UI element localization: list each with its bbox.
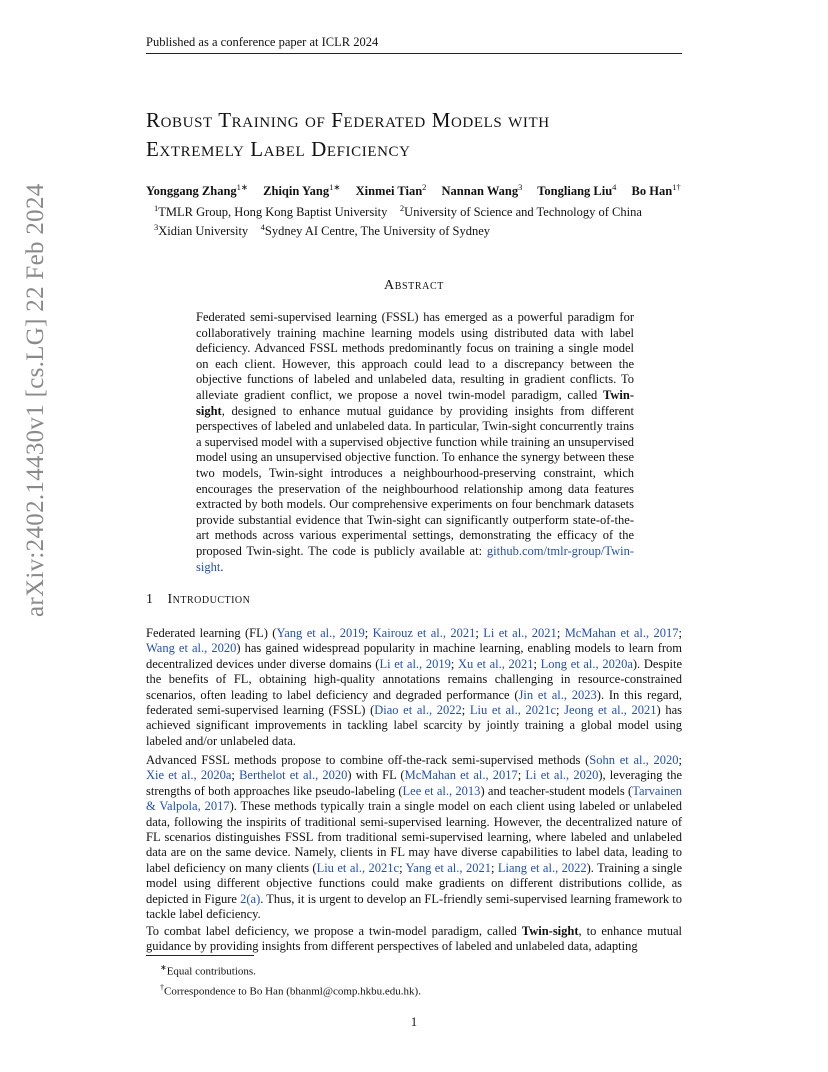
paragraph-text: ) and teacher-student models ( — [480, 783, 633, 798]
paragraph-text: ; — [450, 656, 458, 671]
citation-link[interactable]: Long et al., 2020a — [540, 656, 633, 671]
citation-link[interactable]: Liu et al., 2021c — [316, 860, 400, 875]
paragraph-text: ; — [533, 656, 541, 671]
author-5: Tongliang Liu$^4$ — [537, 182, 617, 199]
abstract-text: Federated semi-supervised learning (FSSL) has emerged as a powerful paradigm for collaboratively training machine learning models using distributed data with label deficiency. Advanced FSSL methods predominantly focus on training a single model on each client. However, this approach could lead to a discrepancy between the objective functions of labeled and unlabeled data, resulting in gradient conflicts. To alleviate gradient conflict, we propose a novel twin-model paradigm, called Twin-sight, designed to enhance mutual guidance by providing insights from different perspectives of labeled and unlabeled data. In particular, Twin-sight concurrently trains a supervised model with a supervised objective function while training an unsupervised model using an unsupervised objective function. To enhance the synergy between these two models, Twin-sight introduces a neighbourhood-preserving constraint, which encourages the preservation of the neighbourhood relationship among data features extracted by both models. Our comprehensive experiments on four benchmark datasets provide substantial evidence that Twin-sight can significantly outperform state-of-the-art methods across various experimental settings, demonstrating the efficacy of the proposed Twin-sight. The code is publicly available at: github.com/tmlr-group/Twin-sight. — [196, 310, 634, 574]
citation-link[interactable]: Jin et al., 2023 — [518, 687, 597, 702]
paragraph-text: ; — [490, 860, 498, 875]
footnote-divider — [146, 955, 254, 956]
arxiv-stamp: arXiv:2402.14430v1 [cs.LG] 22 Feb 2024 — [22, 183, 49, 617]
intro-paragraph-3 — [146, 924, 682, 955]
intro-paragraph-2 — [146, 753, 682, 922]
paragraph-text: ). Despite the benefits of FL, obtaining high-quality annotations remains challenging in resource-constrained scenarios, often leading to label deficiency and degraded performance ( — [146, 656, 683, 702]
author-6: Bo Han$^{1\dagger}$ — [631, 182, 681, 199]
citation-link[interactable]: Li et al., 2019 — [379, 656, 451, 671]
paragraph-text: ; — [556, 626, 565, 640]
footnote-1: ∗Equal contributions. — [160, 963, 256, 978]
citation-link[interactable]: Lee et al., 2013 — [402, 783, 481, 798]
citation-link[interactable]: Sohn et al., 2020 — [589, 753, 679, 767]
paragraph-text: Federated learning (FL) ( — [146, 626, 277, 640]
footnotes — [146, 955, 682, 999]
code-link[interactable]: github.com/tmlr-group/Twin-sight — [196, 543, 634, 574]
section-title: Introduction — [167, 592, 251, 607]
citation-link[interactable]: Yang et al., 2019 — [276, 626, 365, 640]
paper-title — [146, 106, 706, 164]
citation-link[interactable]: Li et al., 2020 — [525, 768, 599, 783]
author-list — [146, 182, 706, 199]
intro-paragraph-1 — [146, 626, 682, 749]
author-4: Nannan Wang$^3$ — [441, 182, 523, 199]
affiliation-1: TMLR Group, Hong Kong Baptist University — [158, 205, 388, 220]
paragraph-text: ; — [231, 768, 240, 783]
affiliation-line-1: $^1$TMLR Group, Hong Kong Baptist University $^2$University of Science and Technology of China — [154, 203, 642, 220]
paragraph-text: ) has achieved significant improvements in tackling label scarcity by jointly training a global model using labeled and/or unlabeled data. — [146, 703, 683, 748]
paragraph-text: ). These methods typically train a single model on each client using labeled or unlabeled data, following the inspirits of traditional semi-supervised learning. However, the decentralized nature of FL scenarios distinguishes FSSL from traditional semi-supervised learning, where labeled and unlabeled data are on the same device. Namely, clients in FL may have diverse capabilities to label data, leading to label deficiency on many clients ( — [146, 799, 682, 875]
paragraph-text: ). In this regard, federated semi-supervised learning (FSSL) ( — [146, 687, 682, 718]
author-1: Yonggang Zhang$^{1∗}$ — [146, 182, 249, 199]
title-line-2: Extremely Label Deficiency — [146, 137, 411, 161]
citation-link[interactable]: Xu et al., 2021 — [457, 656, 534, 671]
paragraph-text: ; — [556, 703, 565, 718]
paragraph-text: ; — [364, 626, 373, 640]
citation-link[interactable]: Berthelot et al., 2020 — [239, 768, 348, 783]
paragraph-text: ; — [678, 626, 683, 640]
paragraph-text: . Thus, it is urgent to develop an FL-friendly semi-supervised learning framework to tackle label deficiency. — [146, 891, 683, 922]
page-number: 1 — [410, 1015, 418, 1029]
author-2: Zhiqin Yang$^{1∗}$ — [263, 182, 341, 199]
paragraph-text: ) has gained widespread popularity in machine learning, enabling models to learn from decentralized devices under diverse domains ( — [146, 641, 682, 671]
citation-link[interactable]: Liu et al., 2021c — [469, 703, 557, 718]
method-name: Twin-sight — [521, 924, 579, 938]
running-header: Published as a conference paper at ICLR 2024 — [146, 35, 682, 54]
citation-link[interactable]: Diao et al., 2022 — [374, 703, 462, 718]
paragraph-text: ; — [678, 753, 683, 767]
footnote-2: †Correspondence to Bo Han (bhanml@comp.hkbu.edu.hk). — [160, 982, 421, 998]
affiliation-line-2: $^3$Xidian University $^4$Sydney AI Centre, The University of Sydney — [154, 222, 491, 239]
affiliation-4: Sydney AI Centre, The University of Sydney — [264, 224, 491, 239]
paragraph-text: ; — [399, 860, 406, 875]
citation-link[interactable]: McMahan et al., 2017 — [564, 626, 679, 640]
paragraph-text: ), leveraging the strengths of both approaches like pseudo-labeling ( — [146, 768, 682, 798]
paragraph-text: ; — [461, 703, 470, 718]
paragraph-text: , to enhance mutual guidance by providing insights from different perspectives of labeled and unlabeled data, adapting — [146, 924, 682, 954]
paragraph-text: ; — [475, 626, 484, 640]
title-line-1: Robust Training of Federated Models with — [146, 108, 550, 132]
affiliation-2: University of Science and Technology of China — [404, 205, 642, 220]
paragraph-text: ; — [517, 768, 526, 783]
method-name: Twin-sight — [196, 387, 634, 418]
citation-link[interactable]: McMahan et al., 2017 — [404, 768, 518, 783]
paragraph-text: ) with FL ( — [347, 768, 405, 783]
section-number: 1 — [146, 592, 154, 607]
citation-link[interactable]: 2(a) — [240, 891, 261, 906]
author-3: Xinmei Tian$^2$ — [355, 182, 427, 199]
abstract-heading: Abstract — [384, 278, 444, 293]
citation-link[interactable]: Li et al., 2021 — [483, 626, 557, 640]
citation-link[interactable]: Wang et al., 2020 — [146, 641, 237, 656]
section-heading — [146, 592, 250, 608]
citation-link[interactable]: Liang et al., 2022 — [497, 860, 587, 875]
citation-link[interactable]: Tarvainen & Valpola, 2017 — [146, 783, 682, 814]
paragraph-text: ). Training a single model using different objective functions could make gradients on different distributions collide, as depicted in Figure — [146, 860, 682, 906]
paragraph-text: To combat label deficiency, we propose a twin-model paradigm, called — [146, 924, 522, 938]
citation-link[interactable]: Yang et al., 2021 — [405, 860, 491, 875]
citation-link[interactable]: Xie et al., 2020a — [146, 768, 232, 783]
citation-link[interactable]: Jeong et al., 2021 — [564, 703, 657, 718]
affiliation-3: Xidian University — [158, 224, 249, 239]
citation-link[interactable]: Kairouz et al., 2021 — [372, 626, 476, 640]
paragraph-text: Advanced FSSL methods propose to combine off-the-rack semi-supervised methods ( — [146, 753, 590, 767]
